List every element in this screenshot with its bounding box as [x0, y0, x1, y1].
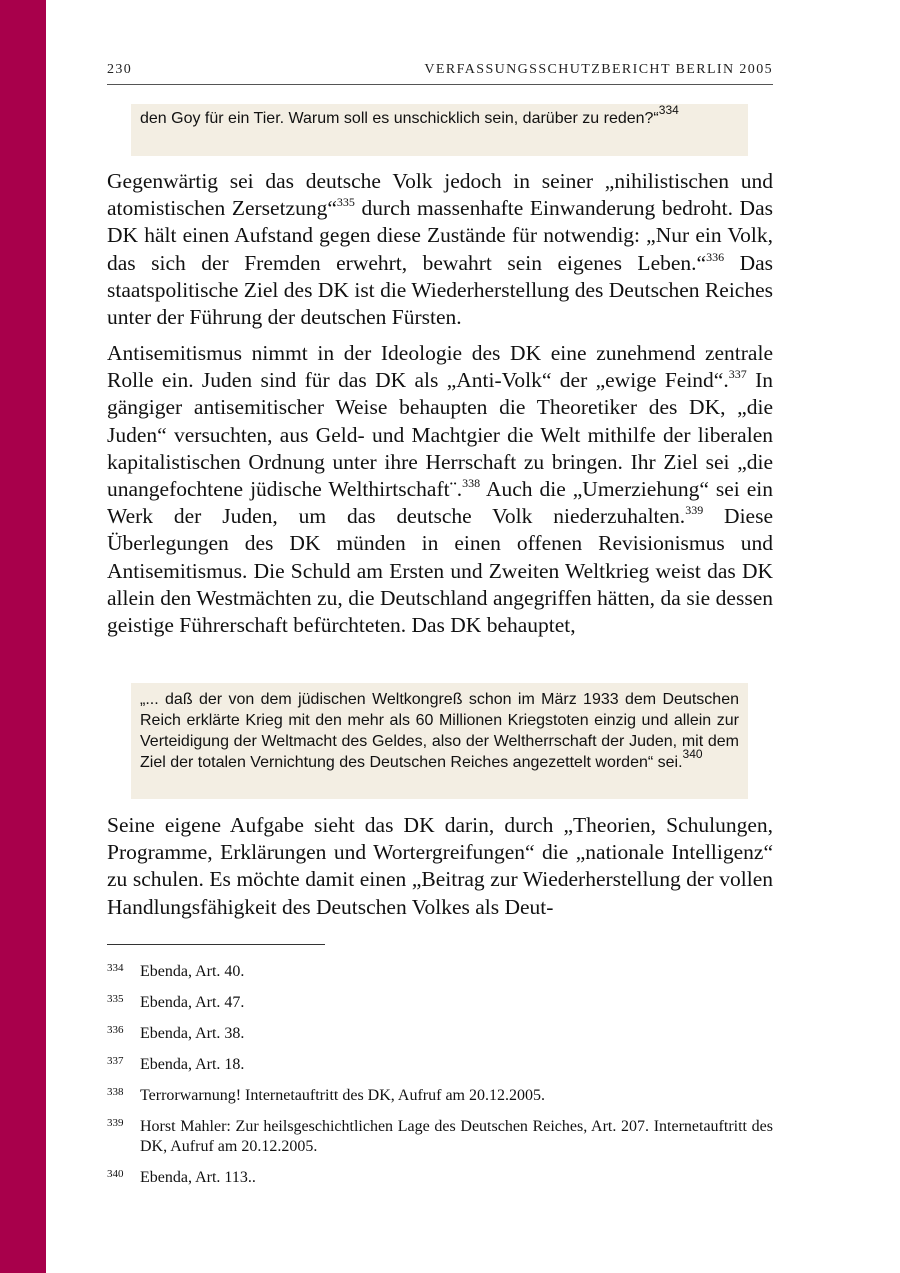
paragraph-text: Diese Überlegungen des DK münden in einen offenen Revisionismus und Antisemitismus. Die Schuld am Ersten und Zweiten Weltkrieg weist das DK allein den Westmächten zu, die Deutschland angegriffen hätten, da sie dessen geistige Führerschaft befürchteten. Das DK behauptet, [107, 504, 774, 638]
footnote-ref: 337 [728, 367, 747, 382]
paragraph-text: Antisemitismus nimmt in der Ideologie des DK eine zunehmend zentrale Rolle ein. Juden sind für das DK als „Anti-Volk“ der „ewige Feind“. [107, 341, 773, 393]
footnote-text: Ebenda, Art. 113.. [140, 1169, 256, 1186]
footnote-ref: 339 [685, 503, 704, 518]
footnote-ref: 338 [462, 476, 481, 491]
quote-text: den Goy für ein Tier. Warum soll es unschicklich sein, darüber zu reden?“ [140, 110, 659, 127]
paragraph-text: In gängiger antisemitischer Weise behaupten die Theoretiker des DK, „die Juden“ versuchten, aus Geld- und Machtgier die Welt mithilfe der liberalen kapitalistischen Ordnung unter ihre Herrschaft zu bringen. Ihr Ziel sei „die unangefochtene jüdische Welthirtschaft¨. [107, 368, 773, 502]
footnote-text: Ebenda, Art. 47. [140, 994, 245, 1011]
footnote-item [107, 962, 773, 982]
footnote-text: Terrorwarnung! Internetauftritt des DK, Aufruf am 20.12.2005. [140, 1087, 545, 1104]
footnote-item [107, 1055, 773, 1075]
footnote-item [107, 1168, 773, 1188]
footnote-item [107, 993, 773, 1013]
footnote-list [107, 962, 773, 1199]
body-paragraph-2 [107, 340, 773, 639]
paragraph-text: durch massenhafte Einwanderung bedroht. Das DK hält einen Aufstand gegen diese Zustände für notwendig: „Nur ein Volk, das sich der Fremden erwehrt, bewahrt sein eigenes Leben.“ [107, 196, 773, 275]
footnote-number: 336 [107, 1024, 124, 1036]
footnote-text: Ebenda, Art. 40. [140, 963, 245, 980]
paragraph-text: Seine eigene Aufgabe sieht das DK darin, durch „Theorien, Schulungen, Programme, Erklärungen und Wortergreifungen“ die „nationale Intelligenz“ zu schulen. Es möchte damit einen „Beitrag zur Wiederherstellung der vollen Handlungsfähigkeit des Deutschen Volkes als Deut- [107, 813, 773, 919]
footnote-item [107, 1117, 773, 1157]
footnote-ref: 340 [682, 747, 703, 761]
footnote-ref: 334 [658, 103, 679, 117]
body-paragraph-1 [107, 168, 773, 331]
footnote-number: 338 [107, 1086, 124, 1098]
running-title: VERFASSUNGSSCHUTZBERICHT BERLIN 2005 [424, 62, 773, 77]
footnote-item [107, 1086, 773, 1106]
footnote-ref: 335 [336, 195, 355, 210]
decorative-side-bar [0, 0, 46, 1273]
footnote-separator [107, 944, 325, 945]
paragraph-text: Auch die „Umerziehung“ sei ein Werk der Juden, um das deutsche Volk niederzuhalten. [107, 477, 773, 529]
page-number: 230 [107, 62, 133, 77]
footnote-item [107, 1024, 773, 1044]
footnote-text: Ebenda, Art. 18. [140, 1056, 245, 1073]
footnote-number: 339 [107, 1117, 124, 1129]
footnote-number: 334 [107, 962, 124, 974]
block-quote-top [131, 104, 748, 156]
footnote-number: 340 [107, 1168, 124, 1180]
block-quote-middle [131, 683, 748, 799]
page-header [107, 62, 773, 85]
footnote-text: Ebenda, Art. 38. [140, 1025, 245, 1042]
paragraph-text: Gegenwärtig sei das deutsche Volk jedoch in seiner „nihilistischen und atomistischen Zersetzung“ [107, 169, 773, 221]
footnote-ref: 336 [706, 249, 725, 264]
quote-text: „... daß der von dem jüdischen Weltkongreß schon im März 1933 dem Deutschen Reich erklärte Krieg mit den mehr als 60 Millionen Kriegstoten einzig und allein zur Verteidigung der Weltmacht des Geldes, also der Weltherrschaft der Juden, mit dem Ziel der totalen Vernichtung des Deutschen Reiches angezettelt worden“ sei. [140, 691, 739, 771]
footnote-number: 335 [107, 993, 124, 1005]
footnote-number: 337 [107, 1055, 124, 1067]
footnote-text: Horst Mahler: Zur heilsgeschichtlichen Lage des Deutschen Reiches, Art. 207. Internetauftritt des DK, Aufruf am 20.12.2005. [140, 1118, 773, 1155]
paragraph-text: Das staatspolitische Ziel des DK ist die Wiederherstellung des Deutschen Reiches unter der Führung der deutschen Fürsten. [107, 250, 774, 330]
body-paragraph-3 [107, 812, 773, 921]
